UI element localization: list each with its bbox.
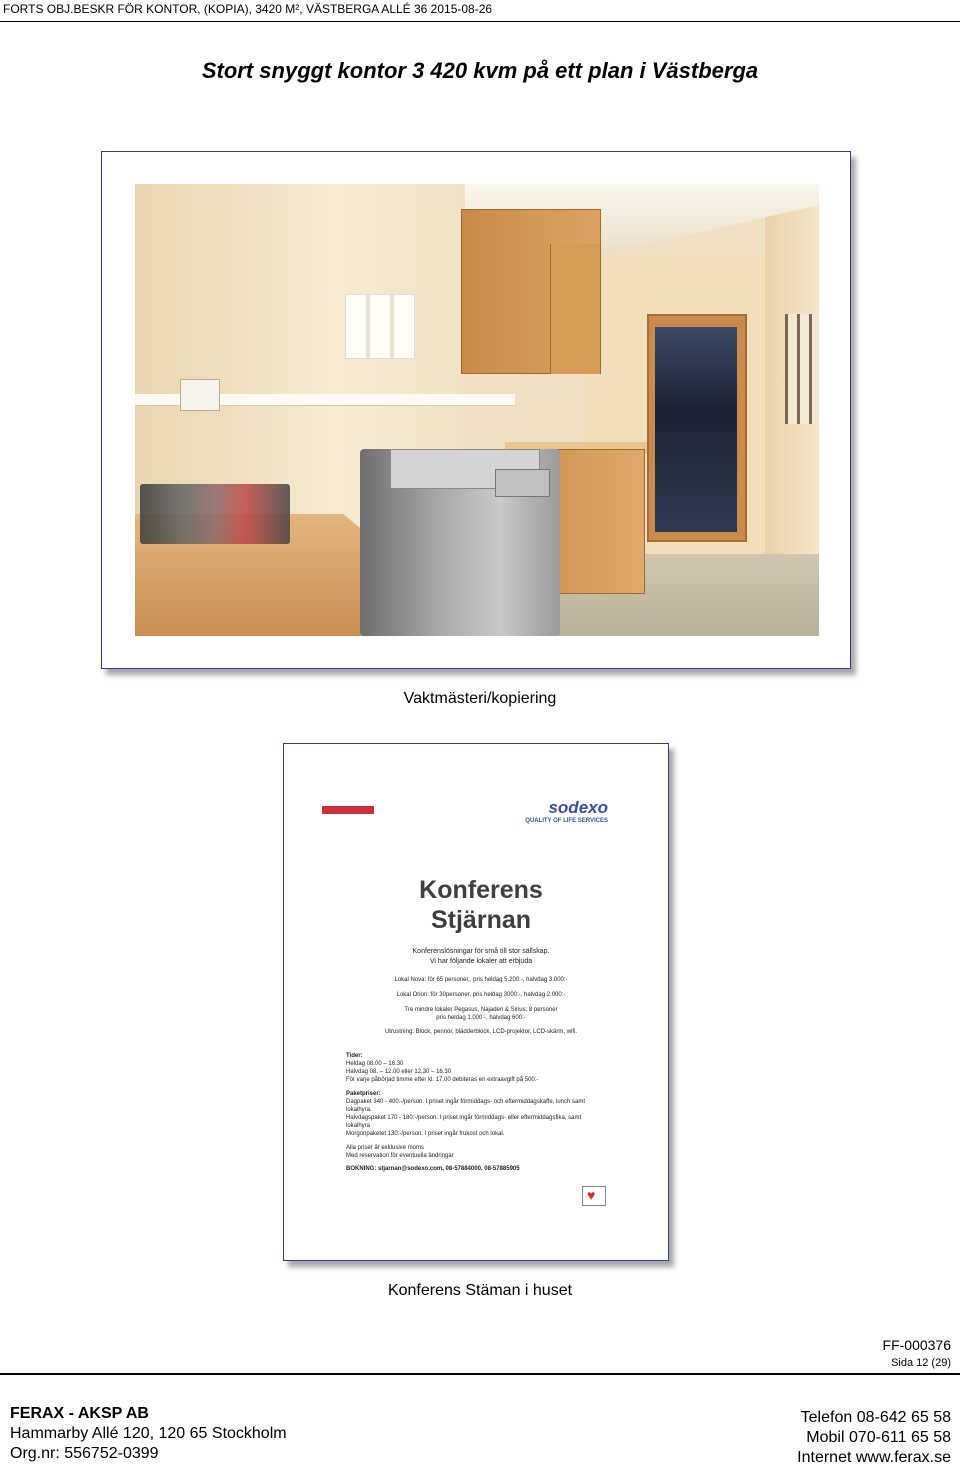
flyer-times-label: Tider: <box>346 1053 363 1059</box>
footer-address: Hammarby Allé 120, 120 65 Stockholm <box>10 1425 287 1442</box>
document-code: FF-000376 <box>882 1337 951 1353</box>
office-photo <box>135 184 819 636</box>
photo-notices <box>345 294 415 359</box>
photo-frame <box>101 151 851 669</box>
flyer-package-2: Halvdagspaket 170 - 180:-/person. I priset ingår förmiddags- eller eftermiddagsfika, samt <box>346 1115 582 1121</box>
flyer-intro-1: Konferenslösningar för små till stor sällskap. <box>412 948 550 955</box>
photo-copier-panel <box>495 469 550 497</box>
flyer-times-3: För varje påbörjad timme efter kl. 17.00 debiteras en extraavgift på 500:- <box>346 1077 539 1083</box>
flyer-times-1: Heldag 08.00 – 16.30 <box>346 1061 404 1067</box>
flyer-room-orion: Lokal Orion: för 30personer, pris heldag 3000:-, halvdag 2.000:- <box>396 992 566 998</box>
flyer-intro-2: Vi har följande lokaler att erbjuda <box>429 958 533 965</box>
flyer-booking: BOKNING: stjarnan@sodexo.com, 08-57884000, 08-57885905 <box>346 1166 520 1172</box>
flyer-note-1: Alla priser är exklusive moms <box>346 1145 425 1151</box>
flyer-package-1b: lokalhyra. <box>346 1107 372 1113</box>
header-divider <box>0 21 960 22</box>
sodexo-logo: sodexo <box>548 798 608 817</box>
flyer-frame <box>283 743 669 1261</box>
heart-stamp-icon <box>582 1186 606 1206</box>
flyer-packages-label: Paketpriser: <box>346 1091 381 1097</box>
footer-web: Internet www.ferax.se <box>797 1449 951 1466</box>
figure-caption-2: Konferens Stäman i huset <box>387 1282 573 1299</box>
flyer-note-2: Med reservation för eventuella ändringar <box>346 1153 454 1159</box>
flyer-times-2: Halvdag 08. – 12.00 eller 12.30 – 16.30 <box>346 1069 452 1075</box>
running-header: FORTS OBJ.BESKR FÖR KONTOR, (KOPIA), 3420 M², VÄSTBERGA ALLÉ 36 2015-08-26 <box>3 2 493 16</box>
figure-caption-1: Vaktmästeri/kopiering <box>403 690 557 707</box>
flyer-package-1: Dagpaket 340 - 400:-/person. I priset ingår förmiddags- och eftermiddagskaffe, lunch samt <box>346 1099 586 1105</box>
flyer-heading-2: Stjärnan <box>430 906 532 934</box>
page-number: Sida 12 (29) <box>891 1357 951 1369</box>
photo-outlet <box>180 379 220 411</box>
conference-flyer <box>316 776 636 1228</box>
flyer-room-small-1: Tre mindre lokaler Pegasus, Najaden & Sirius: 8 personer <box>404 1007 558 1013</box>
photo-door-glass <box>655 327 737 532</box>
footer-mobile: Mobil 070-611 65 58 <box>806 1429 951 1446</box>
flyer-package-2b: lokalhyra <box>346 1123 371 1129</box>
footer-orgnr: Org.nr: 556752-0399 <box>10 1445 159 1462</box>
photo-desk-items <box>140 484 290 544</box>
footer-company-block <box>10 1404 287 1464</box>
flyer-room-small-2: pris heldag 1.000:-, halvdag 600:- <box>436 1015 526 1021</box>
flyer-room-nova: Lokal Nova: för 65 personer,. pris heldag 5.200:-, halvdag 3.000:- <box>394 977 568 983</box>
flyer-heading-1: Konferens <box>419 876 543 904</box>
photo-wall-cabinet-side <box>550 244 600 374</box>
flyer-package-3: Morgonpaketet 130:-/person. I priset ingår frukost och lokal. <box>346 1131 505 1137</box>
photo-pictures-right <box>785 314 819 424</box>
footer-contact-block <box>797 1408 951 1468</box>
page-title: Stort snyggt kontor 3 420 kvm på ett plan i Västberga <box>201 58 759 83</box>
sodexo-tagline: QUALITY OF LIFE SERVICES <box>525 818 608 824</box>
flyer-equipment: Utrustning: Block, pennor, blädderblock, LCD-projektor, LCD-skärm, wifi. <box>384 1029 578 1035</box>
flyer-red-bar <box>322 806 374 814</box>
footer-phone: Telefon 08-642 65 58 <box>800 1409 951 1426</box>
footer-company: FERAX - AKSP AB <box>10 1405 149 1422</box>
footer-divider <box>0 1373 960 1375</box>
